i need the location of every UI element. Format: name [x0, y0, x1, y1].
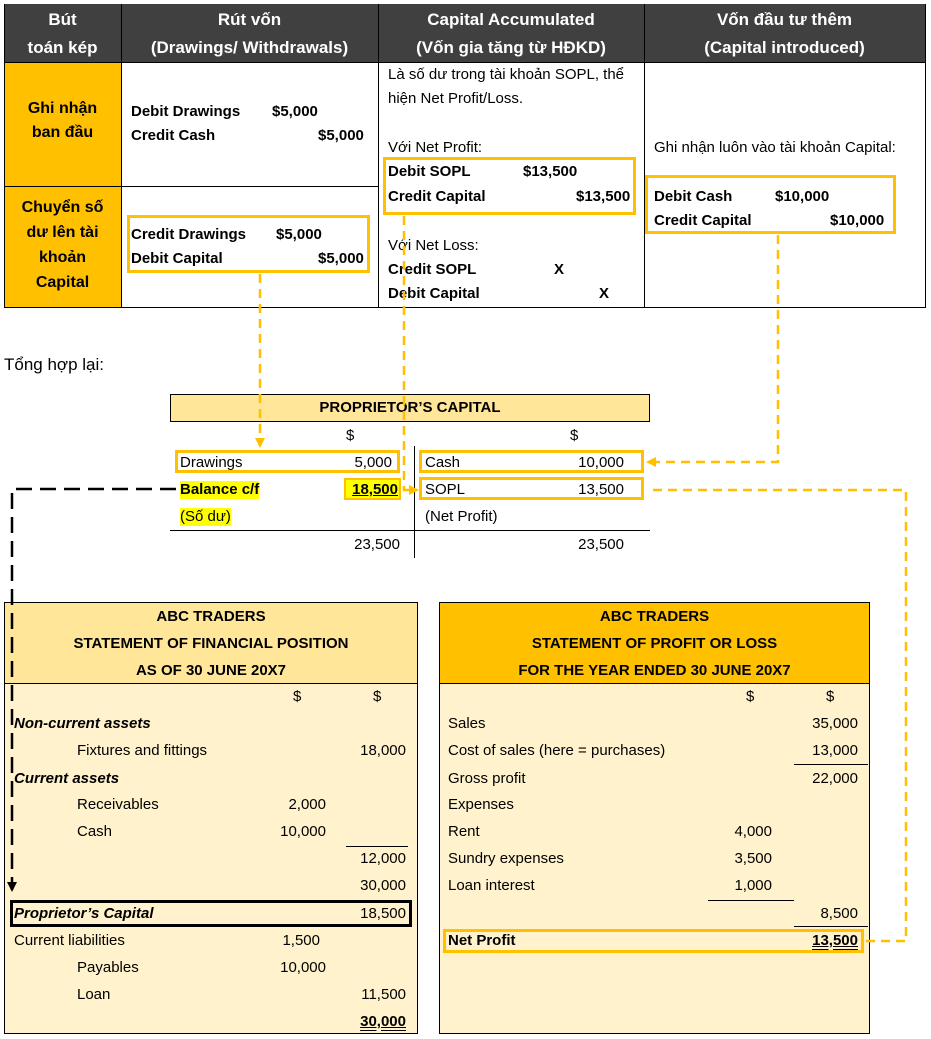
drawings-transfer-credit-amount: $5,000: [276, 226, 322, 243]
capital-accumulated-intro: Là số dư trong tài khoản SOPL, thể: [388, 66, 625, 83]
t-account-title: PROPRIETOR’S CAPITAL: [170, 394, 650, 422]
sofp-row-amount-b: 30,000: [360, 1013, 406, 1030]
sopl-row-amount-a: 1,000: [734, 877, 772, 894]
sopl-currency-b: $: [826, 688, 835, 705]
header-col-drawings: Rút vốn (Drawings/ Withdrawals): [121, 4, 378, 63]
t-balance-amount: 18,500: [352, 481, 398, 498]
sofp-row-label: Payables: [77, 959, 139, 976]
sopl-row-amount-b: 8,500: [820, 905, 858, 922]
sopl-row-amount-b: 13,500: [812, 932, 858, 949]
sofp-currency-b: $: [373, 688, 382, 705]
header-col-capital-accumulated: Capital Accumulated (Vốn gia tăng từ HĐKD): [378, 4, 644, 63]
sopl-row-label: Rent: [448, 823, 480, 840]
t-drawings-amount: 5,000: [354, 454, 392, 471]
row-label-transfer: Chuyển số dư lên tài khoản Capital: [4, 187, 121, 307]
sopl-row-amount-b: 13,000: [812, 742, 858, 759]
t-drawings-label: Drawings: [180, 454, 243, 471]
net-profit-credit-amount: $13,500: [576, 188, 631, 205]
sopl-row-label: Cost of sales (here = purchases): [448, 742, 666, 759]
sofp-row-label: Current assets: [14, 770, 120, 787]
t-cash-amount: 10,000: [578, 454, 624, 471]
capital-accumulated-intro: hiện Net Profit/Loss.: [388, 90, 524, 107]
sofp-header: ABC TRADERS STATEMENT OF FINANCIAL POSITION AS OF 30 JUNE 20X7: [4, 602, 418, 684]
sofp-row-amount-a: 1,500: [282, 932, 320, 949]
sofp-row-label: Cash: [77, 823, 113, 840]
sofp-currency-a: $: [293, 688, 302, 705]
sopl-row-amount-a: 4,000: [734, 823, 772, 840]
sofp-row-amount-a: 10,000: [280, 823, 326, 840]
sopl-row-amount-b: 35,000: [812, 715, 858, 732]
net-profit-label: Với Net Profit:: [388, 139, 483, 156]
capital-introduced-debit-amount: $10,000: [775, 188, 830, 205]
sofp-row-label: Current liabilities: [14, 932, 125, 949]
sofp-row-amount-b: 12,000: [360, 850, 406, 867]
drawings-initial-credit-amount: $5,000: [318, 127, 364, 144]
sopl-currency-a: $: [746, 688, 755, 705]
t-account-right-currency: $: [570, 427, 579, 444]
sofp-row-amount-b: 30,000: [360, 877, 406, 894]
sofp-row-amount-b: 18,500: [360, 905, 406, 922]
sofp-row-label: Loan: [77, 986, 111, 1003]
net-loss-credit-amount: X: [554, 261, 565, 278]
sofp-row-amount-a: 2,000: [288, 796, 326, 813]
sopl-row-label: Net Profit: [448, 932, 516, 949]
capital-introduced-credit-label: Credit Capital: [654, 212, 752, 229]
net-profit-debit-label: Debit SOPL: [388, 163, 471, 180]
t-sopl-note: (Net Profit): [425, 508, 498, 525]
sofp-row-label: Proprietor’s Capital: [14, 905, 154, 922]
sopl-row-label: Gross profit: [448, 770, 526, 787]
net-loss-debit-amount: X: [599, 285, 610, 302]
t-right-total: 23,500: [578, 536, 624, 553]
drawings-initial-debit-amount: $5,000: [272, 103, 318, 120]
header-col-capital-introduced: Vốn đầu tư thêm (Capital introduced): [644, 4, 925, 63]
drawings-transfer-debit-amount: $5,000: [318, 250, 364, 267]
net-loss-label: Với Net Loss:: [388, 237, 479, 254]
t-cash-label: Cash: [425, 454, 461, 471]
sopl-row-label: Expenses: [448, 796, 514, 813]
row-label-initial: Ghi nhận ban đầu: [4, 63, 121, 186]
sopl-header: ABC TRADERS STATEMENT OF PROFIT OR LOSS FOR THE YEAR ENDED 30 JUNE 20X7: [439, 602, 870, 684]
t-balance-note: (Số dư): [180, 508, 231, 525]
sofp-row-label: Fixtures and fittings: [77, 742, 208, 759]
sofp-row-label: Receivables: [77, 796, 159, 813]
t-account-left-currency: $: [346, 427, 355, 444]
sofp-row-label: Non-current assets: [14, 715, 151, 732]
sopl-row-label: Loan interest: [448, 877, 535, 894]
sofp-row-amount-a: 10,000: [280, 959, 326, 976]
capital-introduced-to-cash-arrow: [648, 235, 778, 462]
capital-introduced-credit-amount: $10,000: [830, 212, 885, 229]
sofp-row-amount-b: 11,500: [361, 986, 406, 1003]
drawings-transfer-credit-label: Credit Drawings: [131, 226, 247, 243]
capital-introduced-debit-label: Debit Cash: [654, 188, 733, 205]
net-loss-debit-label: Debit Capital: [388, 285, 480, 302]
sofp-row-amount-b: 18,000: [360, 742, 406, 759]
sopl-net-profit-to-t-account-arrow: [648, 490, 906, 941]
net-profit-to-t-account-arrow: [404, 216, 417, 490]
drawings-transfer-debit-label: Debit Capital: [131, 250, 223, 267]
t-sopl-label: SOPL: [425, 481, 466, 498]
net-profit-debit-amount: $13,500: [523, 163, 578, 180]
net-profit-credit-label: Credit Capital: [388, 188, 486, 205]
sopl-row-amount-a: 3,500: [734, 850, 772, 867]
t-left-total: 23,500: [354, 536, 400, 553]
header-col-entries: Bút toán kép: [4, 4, 121, 63]
summary-label: Tổng hợp lại:: [4, 355, 104, 374]
t-balance-label: Balance c/f: [180, 481, 260, 498]
sopl-row-amount-b: 22,000: [812, 770, 858, 787]
drawings-initial-debit-label: Debit Drawings: [131, 103, 241, 120]
net-loss-credit-label: Credit SOPL: [388, 261, 477, 278]
capital-introduced-note: Ghi nhận luôn vào tài khoản Capital:: [654, 139, 896, 156]
sopl-row-label: Sundry expenses: [448, 850, 564, 867]
drawings-initial-credit-label: Credit Cash: [131, 127, 216, 144]
t-sopl-amount: 13,500: [578, 481, 624, 498]
balance-to-sofp-arrow: [12, 489, 176, 890]
sopl-row-label: Sales: [448, 715, 486, 732]
